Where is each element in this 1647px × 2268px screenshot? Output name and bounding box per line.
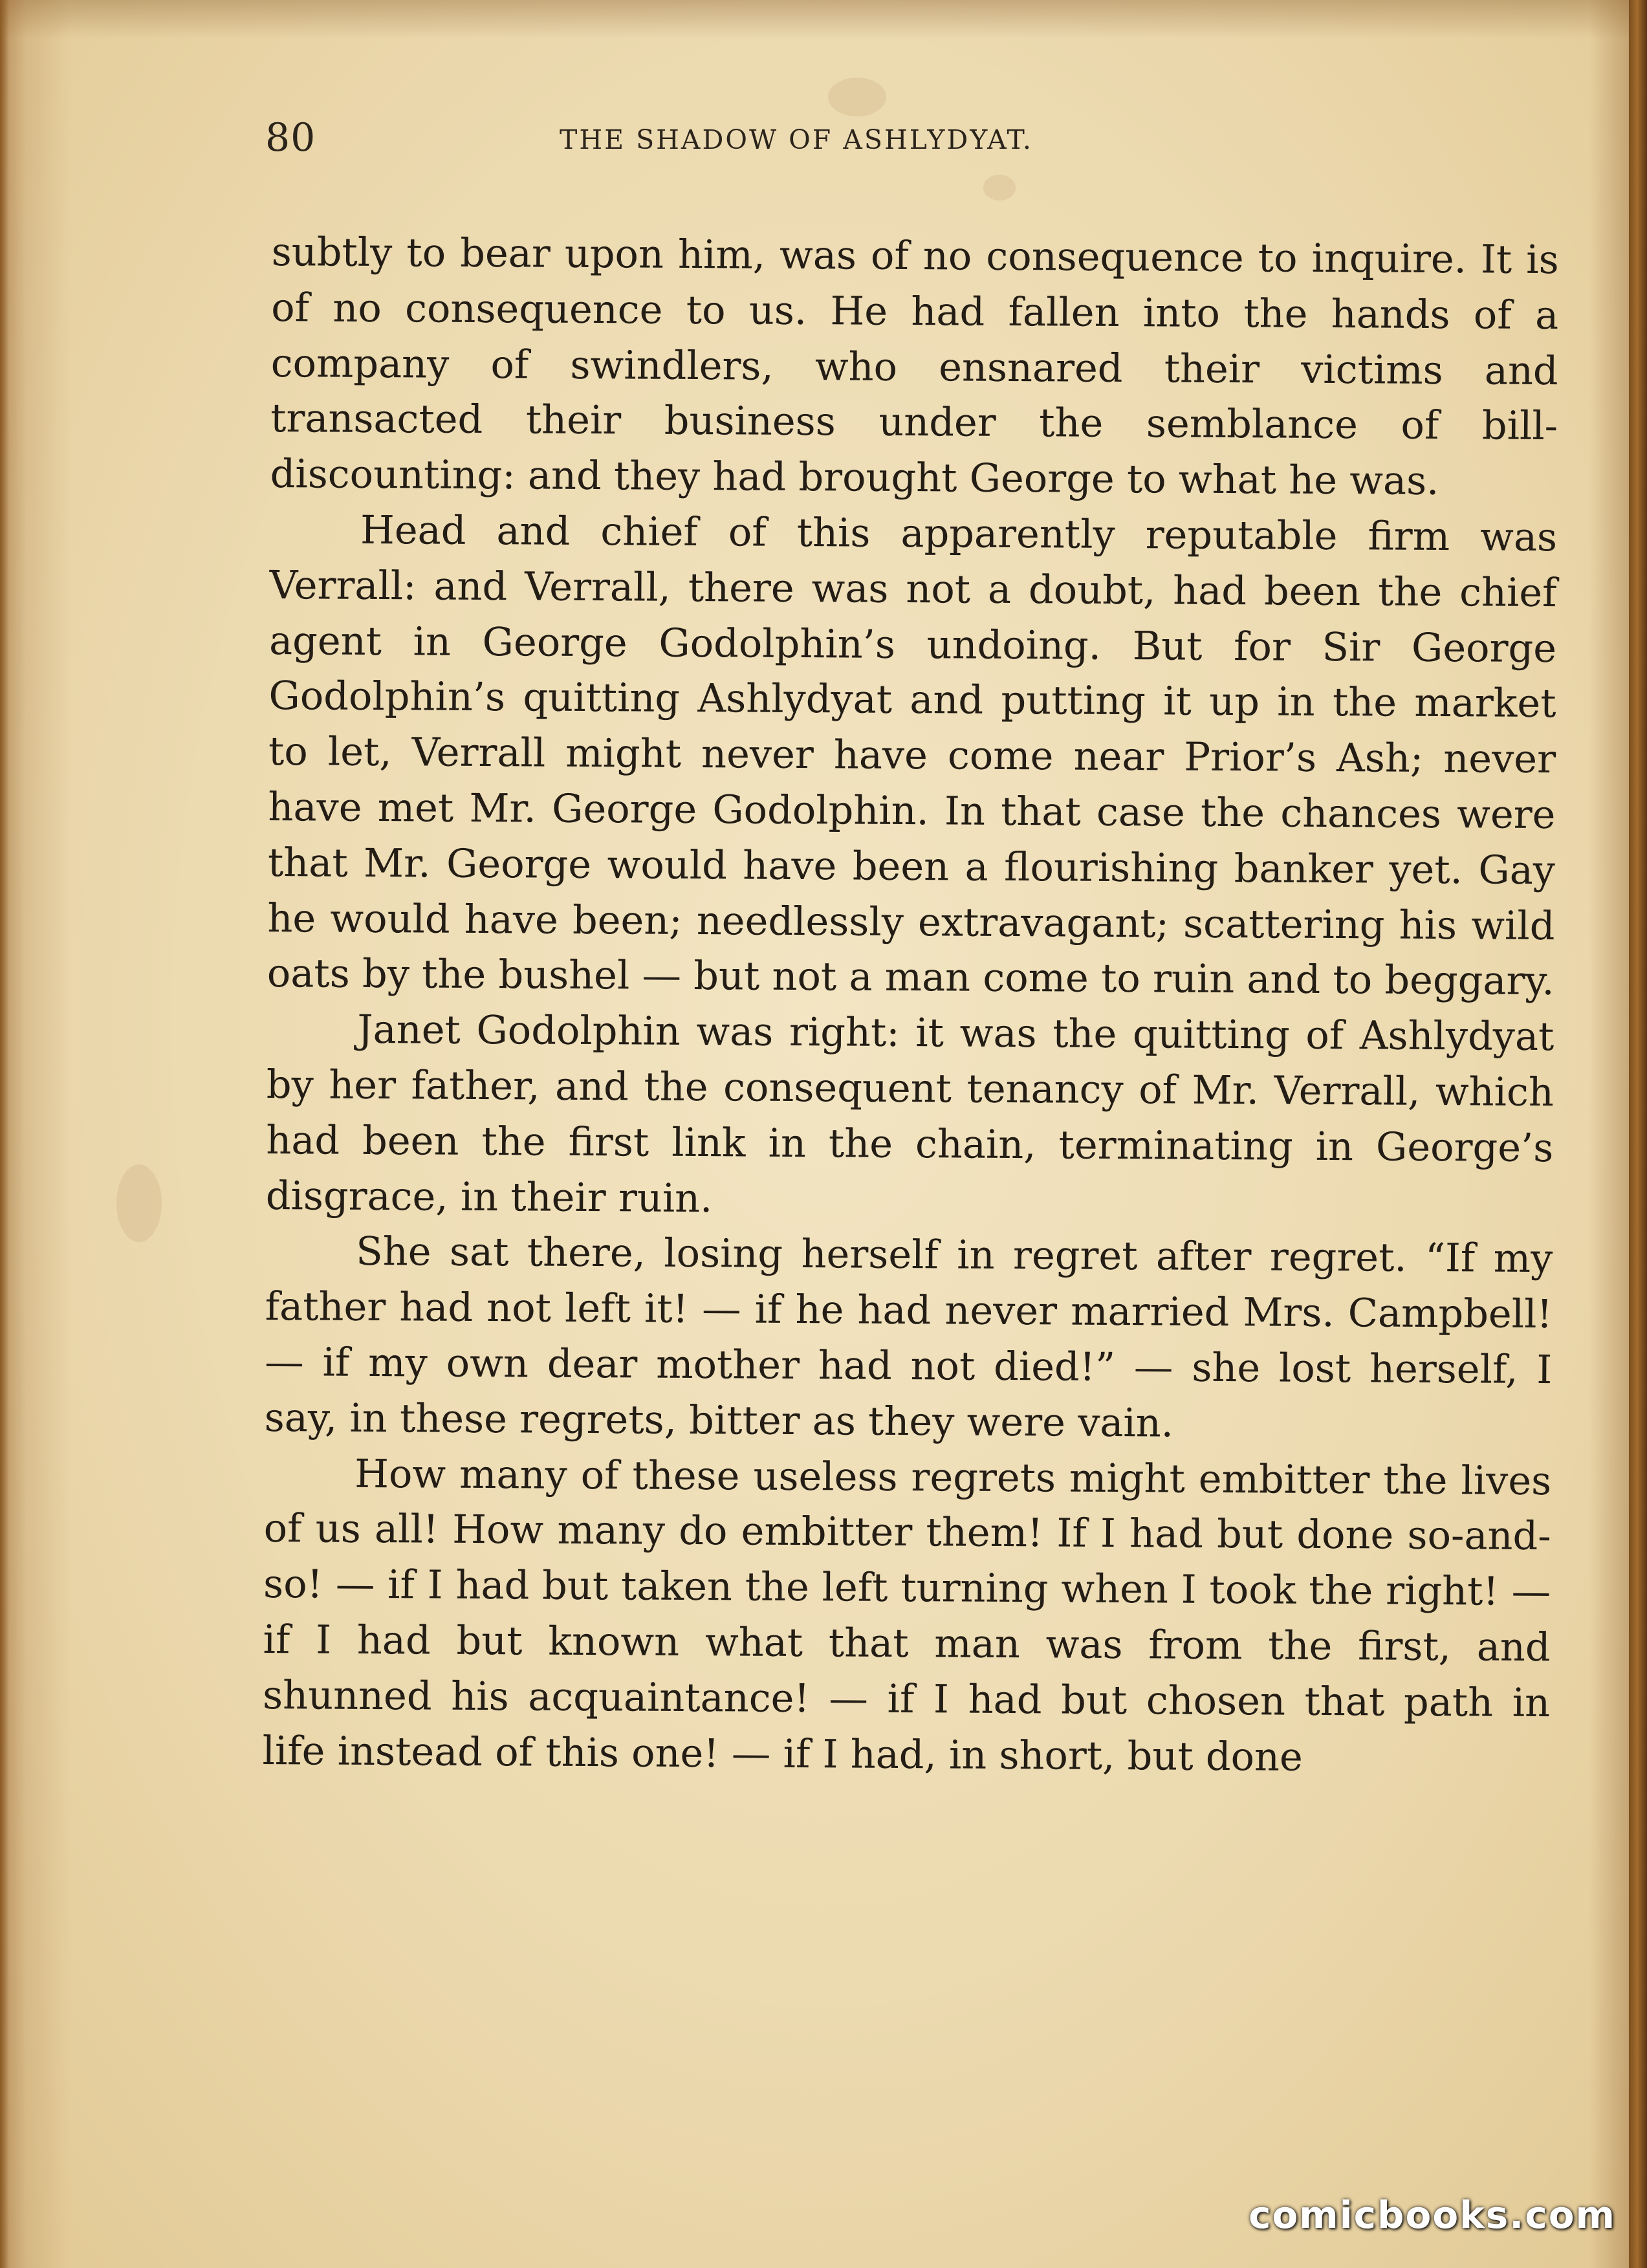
running-title: THE SHADOW OF ASHLYDYAT.	[560, 124, 1033, 155]
paragraph: How many of these useless regrets might embitter the lives of us all! How many do embitter them! If I had but done so-and-so! — if I had but taken the left turning when I took the right! — if I had but known what that man was from the first, and shunned his acquaintance! — if I had but chosen that path in life instead of this one! — if I had, in short, but done	[262, 1451, 1552, 1780]
paragraph: Janet Godolphin was right: it was the quitting of Ashlydyat by her father, and the consequent tenancy of Mr. Verrall, which had been the first link in the chain, terminating in George’s disgrace, in their ruin.	[265, 1007, 1554, 1221]
paragraph: Head and chief of this apparently reputable firm was Verrall: and Verrall, there was not a doubt, had been the chief agent in George Godolphin’s undoing. But for Sir George Godolphin’s quitting Ashlydyat and putting it up in the market to let, Verrall might never have come near Prior’s Ash; never have met Mr. George Godolphin. In that case the chances were that Mr. George would have been a flourishing banker yet. Gay he would have been; needlessly extravagant; scattering his wild oats by the bushel — but not a man come to ruin and to beggary.	[267, 507, 1558, 1005]
paragraph: She sat there, losing herself in regret after regret. “If my father had not left it! — if he had never married Mrs. Campbell! — if my own dear mother had not died!” — she lost herself, I say, in these regrets, bitter as they were vain.	[264, 1229, 1553, 1446]
page-left-edge	[0, 0, 9, 2268]
paper-stain	[828, 78, 886, 116]
paper-stain	[116, 1164, 162, 1242]
body-text	[262, 225, 1559, 1787]
watermark: comicbooks.com	[1249, 2193, 1616, 2237]
book-spine	[1629, 0, 1647, 2268]
paragraph: subtly to bear upon him, was of no consequence to inquire. It is of no consequence to us. He had fallen into the hands of a company of swindlers, who ensnared their victims and transacted their business under the semblance of bill-discounting: and they had brought George to what he was.	[270, 229, 1559, 505]
page-header	[265, 115, 1236, 167]
paper-stain	[983, 175, 1016, 201]
page-number: 80	[265, 115, 316, 160]
